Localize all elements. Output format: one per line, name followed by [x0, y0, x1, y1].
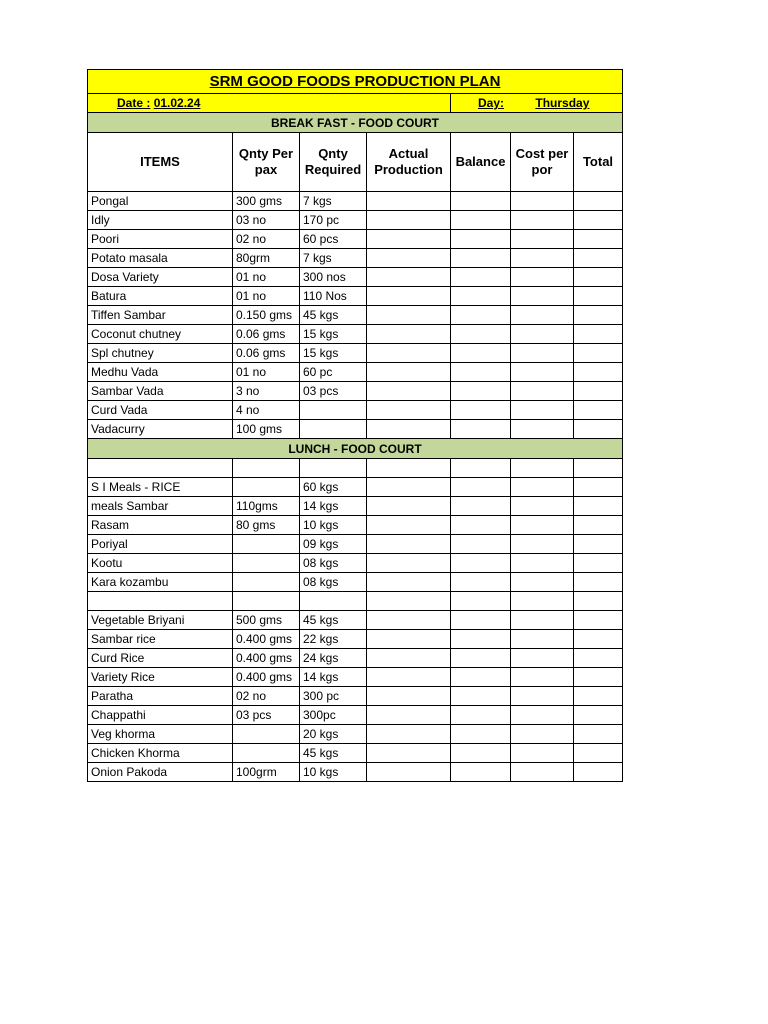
empty-cell	[367, 192, 451, 211]
table-row	[88, 230, 623, 249]
empty-cell	[574, 497, 623, 516]
empty-cell	[574, 211, 623, 230]
qnty-per-pax-cell: 02 no	[233, 687, 300, 706]
empty-cell	[574, 420, 623, 439]
empty-cell	[574, 630, 623, 649]
empty-cell	[574, 306, 623, 325]
day-label: Day:	[478, 96, 505, 110]
empty-cell	[451, 401, 511, 420]
empty-cell	[511, 649, 574, 668]
empty-cell	[511, 420, 574, 439]
empty-cell	[451, 268, 511, 287]
item-cell: Spl chutney	[88, 344, 233, 363]
table-row	[88, 478, 623, 497]
empty-cell	[511, 744, 574, 763]
empty-cell	[574, 230, 623, 249]
item-cell: Poori	[88, 230, 233, 249]
qnty-required-cell	[300, 401, 367, 420]
empty-cell	[367, 668, 451, 687]
empty-cell	[367, 382, 451, 401]
empty-cell	[300, 459, 367, 478]
empty-cell	[451, 516, 511, 535]
empty-cell	[367, 401, 451, 420]
empty-cell	[367, 763, 451, 782]
qnty-per-pax-cell: 02 no	[233, 230, 300, 249]
qnty-required-cell: 300pc	[300, 706, 367, 725]
item-cell: Paratha	[88, 687, 233, 706]
qnty-per-pax-cell: 300 gms	[233, 192, 300, 211]
item-cell: Rasam	[88, 516, 233, 535]
sheet-title: SRM GOOD FOODS PRODUCTION PLAN	[88, 70, 623, 94]
qnty-required-cell: 14 kgs	[300, 668, 367, 687]
qnty-required-cell: 300 nos	[300, 268, 367, 287]
col-header-items: ITEMS	[88, 133, 233, 192]
empty-cell	[511, 516, 574, 535]
empty-cell	[511, 268, 574, 287]
qnty-per-pax-cell: 110gms	[233, 497, 300, 516]
empty-cell	[574, 459, 623, 478]
table-row	[88, 211, 623, 230]
item-cell: Pongal	[88, 192, 233, 211]
empty-cell	[574, 382, 623, 401]
date-value: 01.02.24	[153, 96, 201, 110]
empty-cell	[574, 668, 623, 687]
empty-cell	[574, 725, 623, 744]
empty-cell	[367, 420, 451, 439]
qnty-per-pax-cell: 0.06 gms	[233, 344, 300, 363]
date-cell	[88, 94, 451, 113]
table-row	[88, 363, 623, 382]
empty-cell	[451, 573, 511, 592]
item-cell: Chappathi	[88, 706, 233, 725]
qnty-required-cell: 45 kgs	[300, 306, 367, 325]
empty-cell	[574, 249, 623, 268]
empty-cell	[511, 630, 574, 649]
qnty-required-cell: 14 kgs	[300, 497, 367, 516]
empty-cell	[367, 287, 451, 306]
empty-cell	[511, 306, 574, 325]
item-cell: Batura	[88, 287, 233, 306]
qnty-required-cell: 170 pc	[300, 211, 367, 230]
empty-cell	[574, 573, 623, 592]
col-header-qnty-required: Qnty Required	[300, 133, 367, 192]
table-row	[88, 706, 623, 725]
col-header-total: Total	[574, 133, 623, 192]
qnty-required-cell: 110 Nos	[300, 287, 367, 306]
empty-cell	[451, 725, 511, 744]
table-row	[88, 459, 623, 478]
empty-cell	[574, 611, 623, 630]
empty-cell	[451, 420, 511, 439]
qnty-per-pax-cell: 100 gms	[233, 420, 300, 439]
empty-cell	[451, 668, 511, 687]
item-cell: meals Sambar	[88, 497, 233, 516]
empty-cell	[511, 363, 574, 382]
empty-cell	[511, 554, 574, 573]
empty-cell	[574, 325, 623, 344]
empty-cell	[511, 192, 574, 211]
qnty-required-cell: 08 kgs	[300, 573, 367, 592]
table-row	[88, 573, 623, 592]
empty-cell	[574, 478, 623, 497]
table-row	[88, 497, 623, 516]
empty-cell	[574, 649, 623, 668]
empty-cell	[88, 592, 233, 611]
empty-cell	[511, 287, 574, 306]
qnty-per-pax-cell: 100grm	[233, 763, 300, 782]
empty-cell	[367, 249, 451, 268]
table-row	[88, 420, 623, 439]
empty-cell	[367, 744, 451, 763]
empty-cell	[233, 592, 300, 611]
item-cell: Veg khorma	[88, 725, 233, 744]
empty-cell	[451, 535, 511, 554]
qnty-per-pax-cell: 3 no	[233, 382, 300, 401]
empty-cell	[451, 306, 511, 325]
empty-cell	[451, 230, 511, 249]
item-cell: Vadacurry	[88, 420, 233, 439]
table-row	[88, 249, 623, 268]
item-cell: Kootu	[88, 554, 233, 573]
empty-cell	[367, 497, 451, 516]
qnty-required-cell: 300 pc	[300, 687, 367, 706]
table-row	[88, 516, 623, 535]
empty-cell	[451, 459, 511, 478]
table-row	[88, 268, 623, 287]
qnty-per-pax-cell: 0.150 gms	[233, 306, 300, 325]
qnty-required-cell: 09 kgs	[300, 535, 367, 554]
table-row	[88, 554, 623, 573]
qnty-per-pax-cell: 01 no	[233, 287, 300, 306]
empty-cell	[511, 668, 574, 687]
empty-cell	[511, 573, 574, 592]
empty-cell	[511, 478, 574, 497]
item-cell: Coconut chutney	[88, 325, 233, 344]
empty-cell	[367, 535, 451, 554]
empty-cell	[367, 211, 451, 230]
empty-cell	[511, 249, 574, 268]
table-row	[88, 306, 623, 325]
empty-cell	[511, 687, 574, 706]
empty-cell	[574, 535, 623, 554]
empty-cell	[511, 535, 574, 554]
item-cell: Potato masala	[88, 249, 233, 268]
item-cell: Curd Rice	[88, 649, 233, 668]
empty-cell	[574, 268, 623, 287]
qnty-per-pax-cell: 0.400 gms	[233, 630, 300, 649]
empty-cell	[451, 325, 511, 344]
production-plan-sheet	[87, 69, 622, 782]
qnty-per-pax-cell: 80grm	[233, 249, 300, 268]
table-row	[88, 668, 623, 687]
production-plan-table	[87, 69, 623, 782]
empty-cell	[367, 573, 451, 592]
empty-cell	[451, 687, 511, 706]
table-row	[88, 535, 623, 554]
title-row	[88, 70, 623, 94]
empty-cell	[511, 725, 574, 744]
table-row	[88, 401, 623, 420]
empty-cell	[451, 497, 511, 516]
empty-cell	[367, 630, 451, 649]
empty-cell	[511, 382, 574, 401]
empty-cell	[367, 592, 451, 611]
empty-cell	[451, 744, 511, 763]
qnty-per-pax-cell	[233, 478, 300, 497]
empty-cell	[367, 649, 451, 668]
empty-cell	[574, 744, 623, 763]
empty-cell	[451, 249, 511, 268]
empty-cell	[300, 592, 367, 611]
empty-cell	[451, 478, 511, 497]
qnty-required-cell: 60 pcs	[300, 230, 367, 249]
table-row	[88, 325, 623, 344]
qnty-per-pax-cell: 0.400 gms	[233, 668, 300, 687]
qnty-per-pax-cell: 500 gms	[233, 611, 300, 630]
table-row	[88, 592, 623, 611]
table-row	[88, 763, 623, 782]
qnty-required-cell: 60 pc	[300, 363, 367, 382]
qnty-per-pax-cell: 03 no	[233, 211, 300, 230]
table-row	[88, 725, 623, 744]
empty-cell	[451, 763, 511, 782]
column-header-row	[88, 133, 623, 192]
table-row	[88, 192, 623, 211]
empty-cell	[511, 325, 574, 344]
qnty-per-pax-cell	[233, 573, 300, 592]
item-cell: Chicken Khorma	[88, 744, 233, 763]
empty-cell	[451, 344, 511, 363]
item-cell: Idly	[88, 211, 233, 230]
qnty-required-cell: 03 pcs	[300, 382, 367, 401]
empty-cell	[451, 649, 511, 668]
empty-cell	[574, 554, 623, 573]
col-header-balance: Balance	[451, 133, 511, 192]
empty-cell	[451, 382, 511, 401]
qnty-per-pax-cell: 01 no	[233, 268, 300, 287]
empty-cell	[451, 287, 511, 306]
empty-cell	[367, 706, 451, 725]
qnty-per-pax-cell	[233, 725, 300, 744]
col-header-cost-per-por: Cost per por	[511, 133, 574, 192]
item-cell: Sambar Vada	[88, 382, 233, 401]
empty-cell	[451, 554, 511, 573]
qnty-required-cell: 45 kgs	[300, 744, 367, 763]
empty-cell	[367, 554, 451, 573]
empty-cell	[367, 363, 451, 382]
empty-cell	[511, 344, 574, 363]
item-cell: S I Meals - RICE	[88, 478, 233, 497]
table-row	[88, 344, 623, 363]
empty-cell	[367, 306, 451, 325]
breakfast-section-row	[88, 113, 623, 133]
empty-cell	[511, 592, 574, 611]
item-cell: Medhu Vada	[88, 363, 233, 382]
table-row	[88, 744, 623, 763]
empty-cell	[233, 459, 300, 478]
empty-cell	[451, 192, 511, 211]
date-row	[88, 94, 623, 113]
qnty-required-cell: 08 kgs	[300, 554, 367, 573]
empty-cell	[511, 230, 574, 249]
empty-cell	[367, 344, 451, 363]
empty-cell	[574, 687, 623, 706]
empty-cell	[574, 363, 623, 382]
qnty-required-cell: 20 kgs	[300, 725, 367, 744]
item-cell: Vegetable Briyani	[88, 611, 233, 630]
lunch-section-title: LUNCH - FOOD COURT	[88, 439, 623, 459]
empty-cell	[367, 459, 451, 478]
empty-cell	[451, 630, 511, 649]
empty-cell	[88, 459, 233, 478]
qnty-per-pax-cell	[233, 744, 300, 763]
item-cell: Curd Vada	[88, 401, 233, 420]
qnty-required-cell: 22 kgs	[300, 630, 367, 649]
empty-cell	[574, 706, 623, 725]
qnty-per-pax-cell	[233, 554, 300, 573]
lunch-section-row	[88, 439, 623, 459]
item-cell: Kara kozambu	[88, 573, 233, 592]
empty-cell	[574, 516, 623, 535]
col-header-qnty-per-pax: Qnty Per pax	[233, 133, 300, 192]
empty-cell	[511, 763, 574, 782]
qnty-per-pax-cell: 0.06 gms	[233, 325, 300, 344]
item-cell: Sambar rice	[88, 630, 233, 649]
qnty-per-pax-cell	[233, 535, 300, 554]
col-header-actual-production: Actual Production	[367, 133, 451, 192]
date-label: Date :	[117, 96, 151, 110]
breakfast-section-title: BREAK FAST - FOOD COURT	[88, 113, 623, 133]
qnty-required-cell: 10 kgs	[300, 763, 367, 782]
qnty-required-cell: 60 kgs	[300, 478, 367, 497]
empty-cell	[574, 592, 623, 611]
item-cell: Variety Rice	[88, 668, 233, 687]
empty-cell	[511, 211, 574, 230]
qnty-required-cell: 15 kgs	[300, 344, 367, 363]
qnty-required-cell: 24 kgs	[300, 649, 367, 668]
empty-cell	[574, 401, 623, 420]
empty-cell	[574, 763, 623, 782]
empty-cell	[367, 687, 451, 706]
qnty-required-cell	[300, 420, 367, 439]
empty-cell	[511, 706, 574, 725]
empty-cell	[574, 192, 623, 211]
day-value: Thursday	[535, 96, 590, 110]
item-cell: Onion Pakoda	[88, 763, 233, 782]
item-cell: Poriyal	[88, 535, 233, 554]
empty-cell	[511, 401, 574, 420]
empty-cell	[367, 611, 451, 630]
empty-cell	[451, 363, 511, 382]
empty-cell	[367, 516, 451, 535]
day-cell	[451, 94, 623, 113]
empty-cell	[367, 268, 451, 287]
empty-cell	[367, 725, 451, 744]
table-row	[88, 382, 623, 401]
qnty-per-pax-cell: 01 no	[233, 363, 300, 382]
qnty-required-cell: 10 kgs	[300, 516, 367, 535]
empty-cell	[511, 459, 574, 478]
qnty-per-pax-cell: 4 no	[233, 401, 300, 420]
qnty-required-cell: 15 kgs	[300, 325, 367, 344]
qnty-per-pax-cell: 03 pcs	[233, 706, 300, 725]
empty-cell	[511, 611, 574, 630]
table-row	[88, 611, 623, 630]
item-cell: Tiffen Sambar	[88, 306, 233, 325]
table-row	[88, 687, 623, 706]
empty-cell	[451, 211, 511, 230]
qnty-required-cell: 7 kgs	[300, 192, 367, 211]
qnty-required-cell: 45 kgs	[300, 611, 367, 630]
empty-cell	[451, 706, 511, 725]
table-row	[88, 649, 623, 668]
empty-cell	[574, 287, 623, 306]
empty-cell	[367, 478, 451, 497]
empty-cell	[511, 497, 574, 516]
empty-cell	[451, 592, 511, 611]
item-cell: Dosa Variety	[88, 268, 233, 287]
empty-cell	[574, 344, 623, 363]
empty-cell	[451, 611, 511, 630]
qnty-required-cell: 7 kgs	[300, 249, 367, 268]
qnty-per-pax-cell: 0.400 gms	[233, 649, 300, 668]
qnty-per-pax-cell: 80 gms	[233, 516, 300, 535]
empty-cell	[367, 230, 451, 249]
empty-cell	[367, 325, 451, 344]
table-row	[88, 287, 623, 306]
table-row	[88, 630, 623, 649]
